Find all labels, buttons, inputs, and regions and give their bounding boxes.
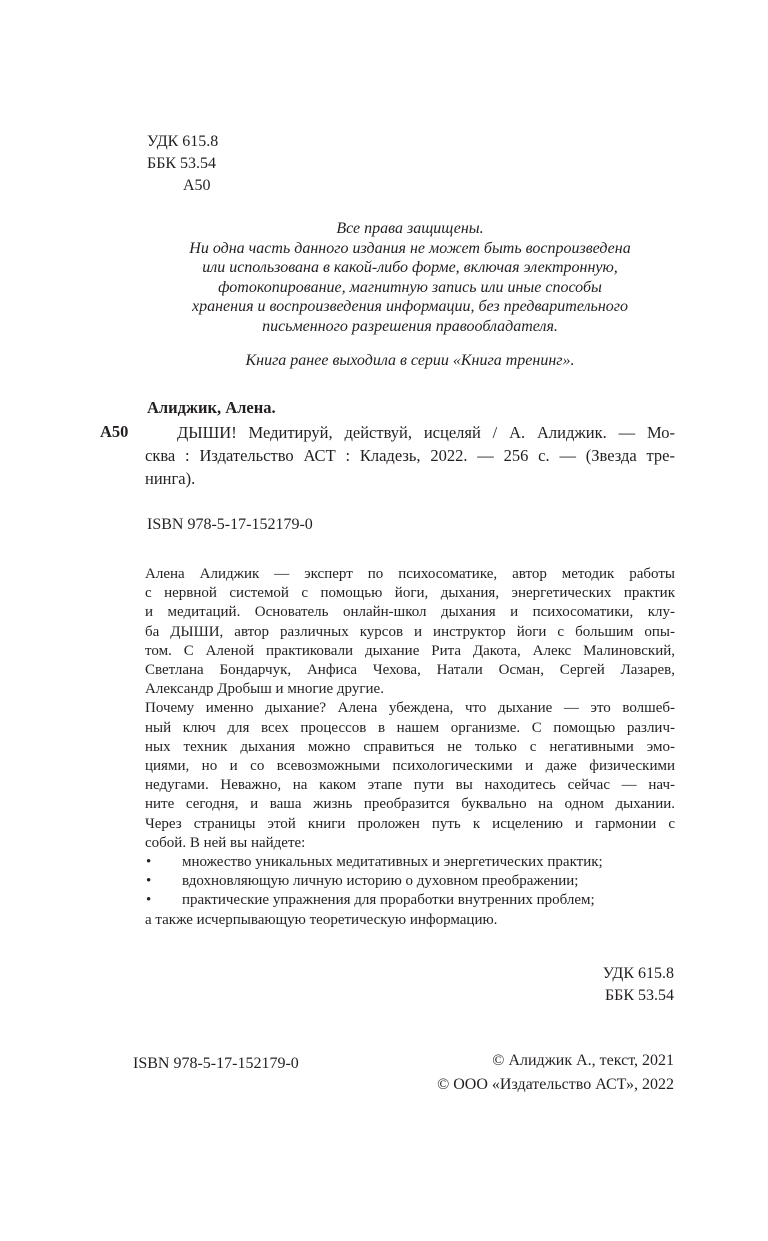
annotation-line: том. С Аленой практиковали дыхание Рита Дакота, Алекс Малиновский, <box>145 642 675 659</box>
rights-line: Все права защищены. <box>336 220 484 237</box>
bibliographic-description <box>145 421 675 490</box>
udk-code-top: УДК 615.8 <box>147 133 219 150</box>
bullet-text: вдохновляющую личную историю о духовном преображении; <box>182 873 579 890</box>
author-mark-margin: А50 <box>100 422 129 441</box>
bbk-code-bottom: ББК 53.54 <box>604 987 674 1004</box>
annotation-line: Почему именно дыхание? Алена убеждена, что дыхание — это волшеб- <box>145 700 675 717</box>
annotation-line: и медитаций. Основатель онлайн-школ дыхания и психосоматики, клу- <box>145 604 675 621</box>
annotation-line: с нервной системой с помощью йоги, дыхания, энергетических практик <box>145 585 675 602</box>
annotation-line: ба ДЫШИ, автор различных курсов и инструктор йоги с большим опы- <box>145 623 675 640</box>
annotation-line: Светлана Бондарчук, Анфиса Чехова, Натали Осман, Сергей Лазарев, <box>145 662 675 679</box>
bib-line: сква : Издательство АСТ : Кладезь, 2022. — 256 с. — (Звезда тре- <box>145 446 675 465</box>
copyright-author: © Алиджик А., текст, 2021 <box>492 1052 674 1069</box>
rights-notice <box>145 219 675 336</box>
bullet-item <box>145 872 675 891</box>
annotation <box>145 565 675 930</box>
annotation-closing-line: а также исчерпывающую теоретическую информацию. <box>145 911 498 928</box>
rights-line: хранения и воспроизведения информации, без предварительного <box>191 298 628 315</box>
annotation-line: Через страницы этой книги проложен путь к исцелению и гармонии с <box>145 815 675 832</box>
annotation-line: собой. В ней вы найдете: <box>145 834 306 851</box>
rights-line: фотокопирование, магнитную запись или иные способы <box>218 278 602 296</box>
bullet-item <box>145 853 675 872</box>
author-mark-top: А50 <box>183 177 211 194</box>
annotation-line: ните сегодня, и ваша жизнь преобразится буквально на одном дыхании. <box>145 796 675 813</box>
bbk-code-top: ББК 53.54 <box>147 155 217 172</box>
annotation-line: ных техник дыхания можно справиться не только с негативными эмо- <box>145 738 675 755</box>
isbn-footer: ISBN 978-5-17-152179-0 <box>133 1055 299 1072</box>
udk-code-bottom: УДК 615.8 <box>602 965 674 982</box>
bullet-icon: • <box>146 892 152 909</box>
bullet-item <box>145 891 675 910</box>
rights-line: или использована в какой-либо форме, включая электронную, <box>202 259 618 276</box>
author-heading: Алиджик, Алена. <box>147 398 276 417</box>
series-note-text: Книга ранее выходила в серии «Книга тренинг». <box>245 352 575 369</box>
series-note <box>145 351 675 371</box>
annotation-line: Александр Дробыш и многие другие. <box>145 681 384 698</box>
isbn-main: ISBN 978-5-17-152179-0 <box>147 516 313 533</box>
copyright-publisher: © ООО «Издательство АСТ», 2022 <box>437 1076 674 1093</box>
annotation-line: Алена Алиджик — эксперт по психосоматике, автор методик работы <box>145 566 675 582</box>
bullet-icon: • <box>146 854 152 871</box>
bullet-text: практические упражнения для проработки внутренних проблем; <box>182 892 595 909</box>
bullet-text: множество уникальных медитативных и энергетических практик; <box>182 854 603 871</box>
rights-line: Ни одна часть данного издания не может быть воспроизведена <box>189 239 631 257</box>
rights-line: письменного разрешения правообладателя. <box>262 317 558 335</box>
bib-line: ДЫШИ! Медитируй, действуй, исцеляй / А. Алиджик. — Мо- <box>177 423 675 442</box>
bib-line: нинга). <box>145 469 196 488</box>
bullet-icon: • <box>146 873 152 890</box>
annotation-line: ный ключ для всех процессов в нашем организме. С помощью различ- <box>145 719 675 736</box>
annotation-line: циями, но и со всевозможными психологическими и даже физическими <box>145 758 675 775</box>
annotation-line: недугами. Неважно, на каком этапе пути вы находитесь сейчас — нач- <box>145 777 675 794</box>
